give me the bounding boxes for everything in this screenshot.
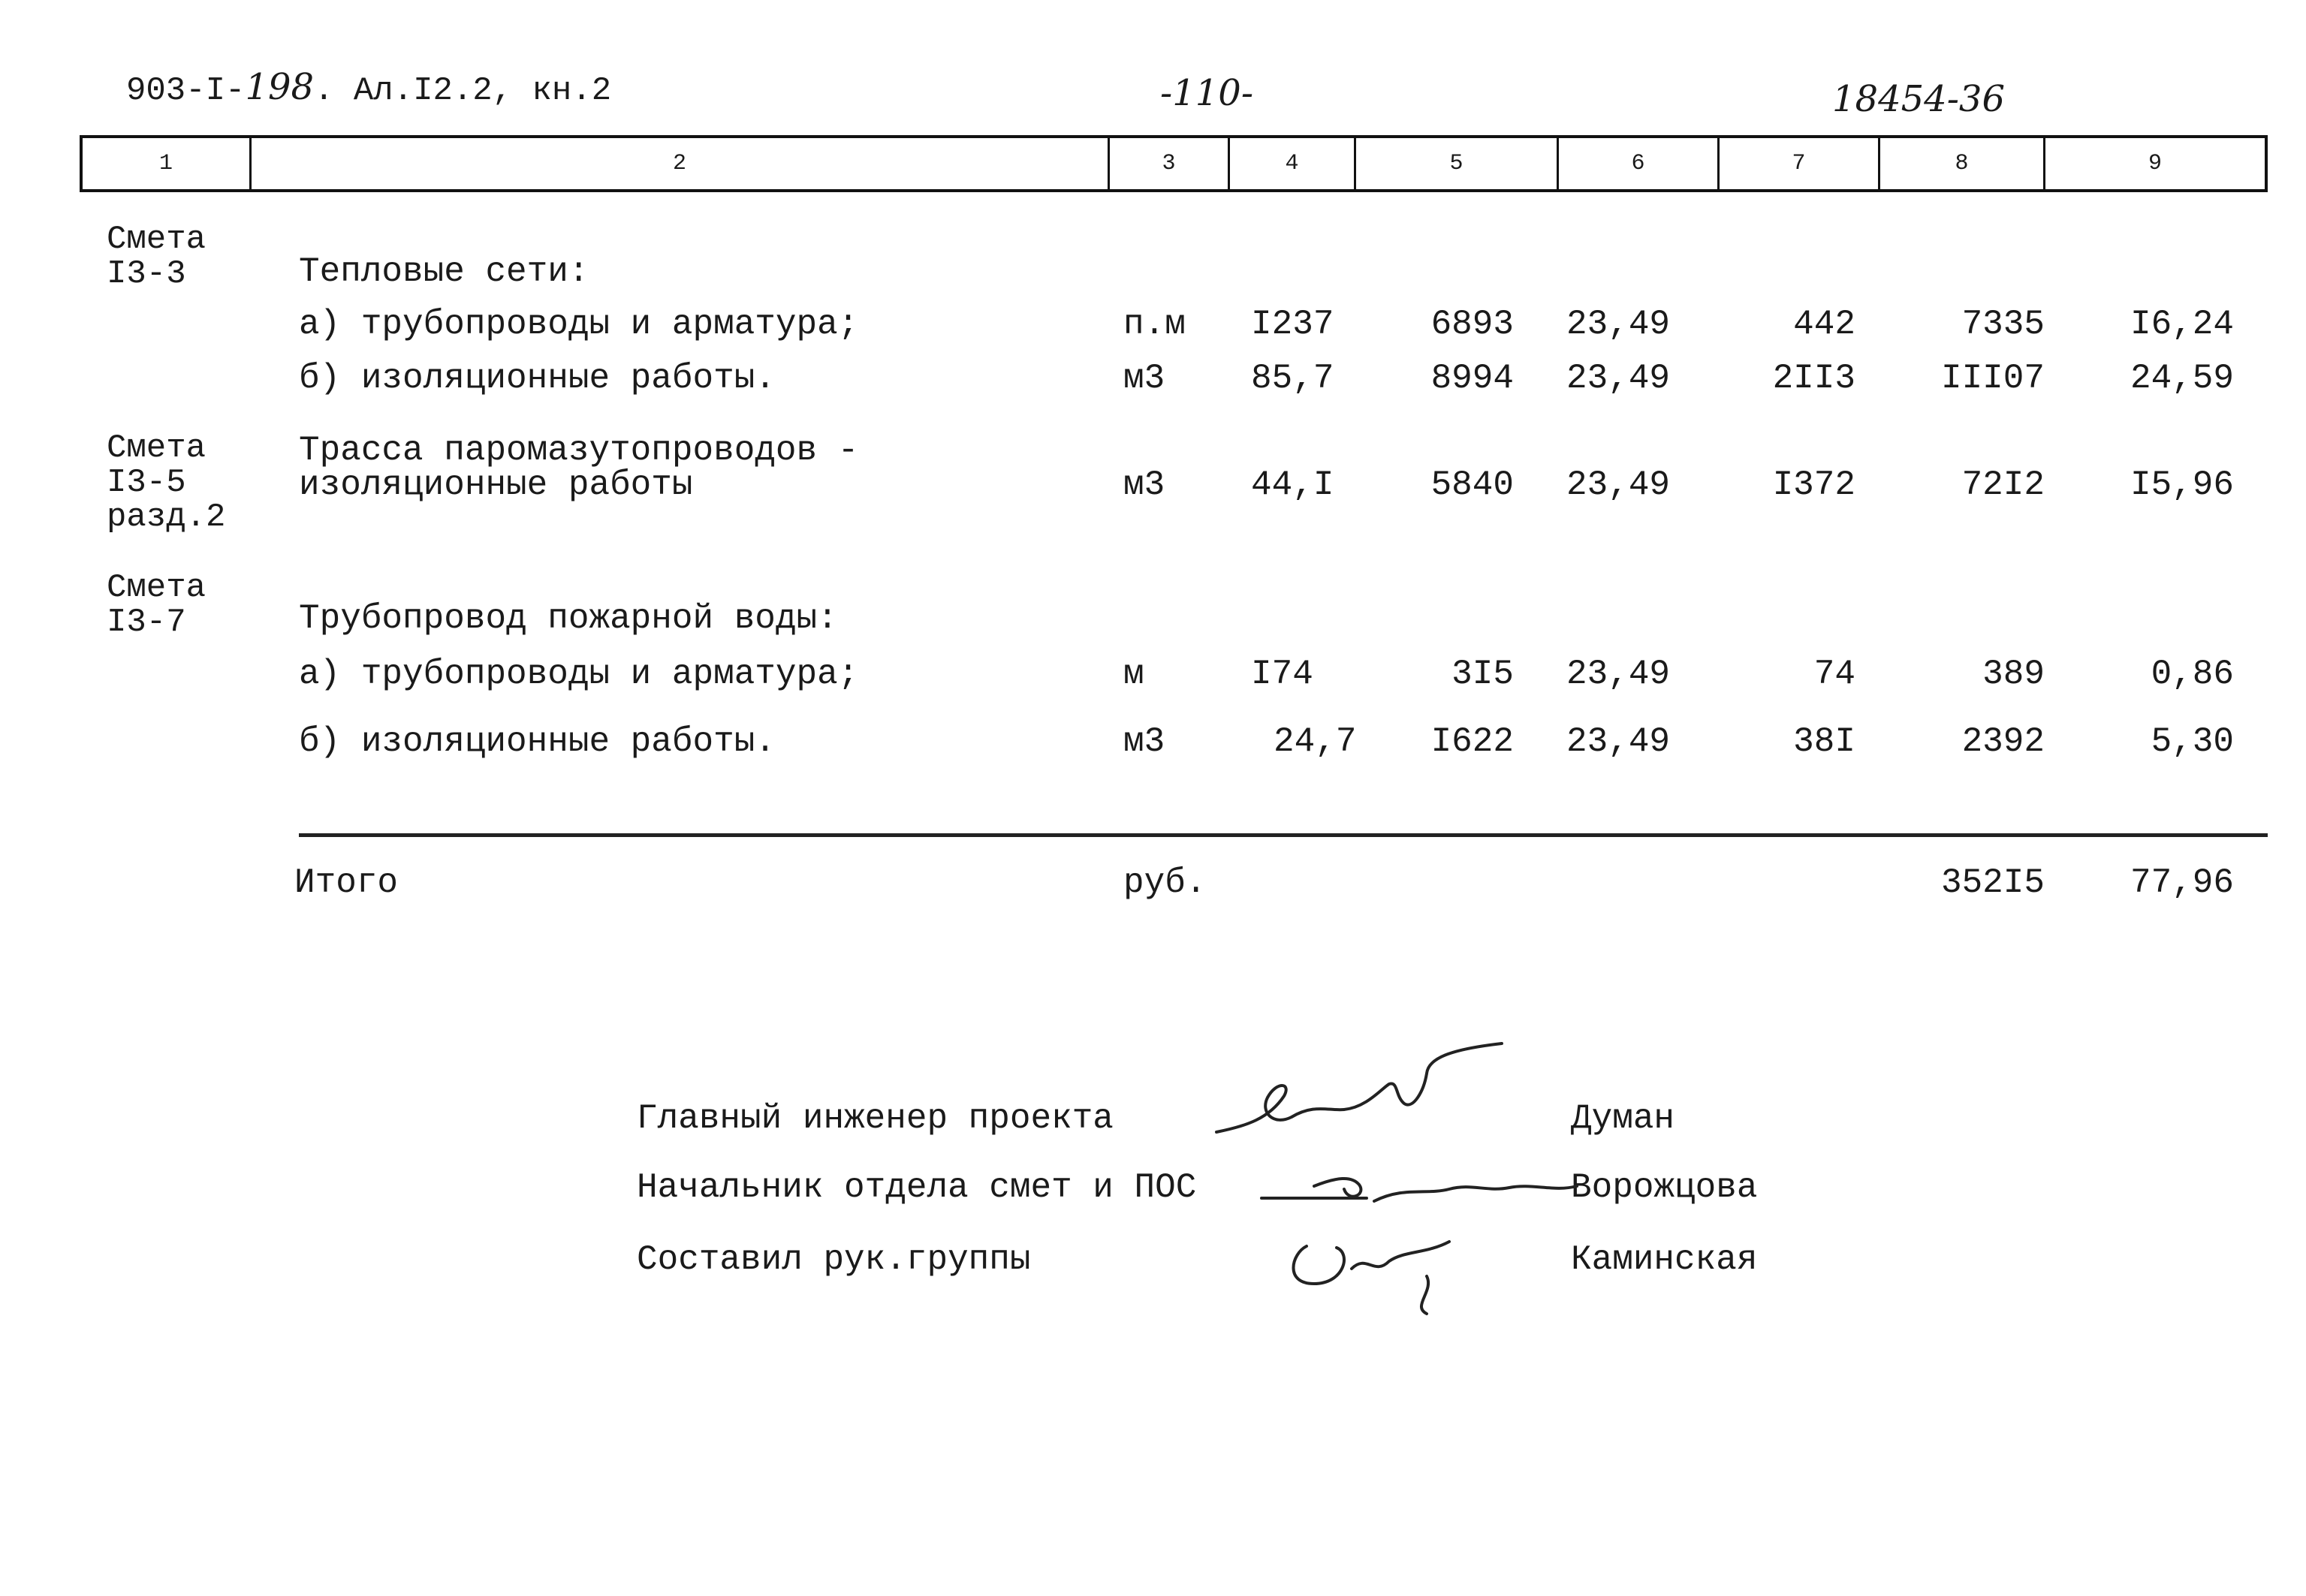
- total-label: Итого: [294, 863, 399, 902]
- signature-role-3: Составил рук.группы: [637, 1240, 1031, 1279]
- page-number: -110-: [1160, 72, 1254, 114]
- col-header-4: 4: [1230, 138, 1356, 189]
- col-header-1: 1: [83, 138, 252, 189]
- col-header-5: 5: [1356, 138, 1559, 189]
- total-sum: 352I5: [1940, 863, 2045, 902]
- document-code: [126, 66, 611, 110]
- estimate-ref-2: Смета I3-5 разд.2: [107, 429, 226, 536]
- column-numbers-row: [80, 135, 2268, 192]
- signature-name-2: Ворожцова: [1571, 1168, 1758, 1207]
- album-text: . Ал.I2.2, кн.2: [314, 72, 612, 110]
- col-header-3: 3: [1110, 138, 1230, 189]
- col-header-8: 8: [1880, 138, 2045, 189]
- group-title-heating: Тепловые сети:: [299, 252, 589, 291]
- doc-code-text: 903-I-: [126, 72, 246, 110]
- total-unit: руб.: [1123, 863, 1207, 902]
- signature-name-3: Каминская: [1571, 1240, 1758, 1279]
- col-header-2: 2: [252, 138, 1110, 189]
- col-header-7: 7: [1720, 138, 1880, 189]
- total-divider: [299, 833, 2268, 837]
- estimate-ref-3: Смета I3-7: [107, 569, 206, 641]
- signature-role-1: Главный инженер проекта: [637, 1099, 1114, 1138]
- handwritten-signatures: [1201, 1028, 1622, 1329]
- col-header-9: 9: [2148, 151, 2162, 176]
- doc-code-handwritten: 198: [245, 66, 315, 108]
- signature-name-1: Думан: [1571, 1099, 1675, 1138]
- inventory-number: 18454-36: [1832, 78, 2005, 120]
- estimate-ref-1: Смета I3-3: [107, 221, 206, 293]
- group-title-fire-water: Трубопровод пожарной воды:: [299, 599, 838, 638]
- signature-role-2: Начальник отдела смет и ПОС: [637, 1168, 1197, 1207]
- group-title-fuel-oil-route: Трасса паромазутопроводов -: [299, 431, 859, 470]
- col-header-6: 6: [1559, 138, 1720, 189]
- total-percent: 77,96: [2130, 863, 2234, 902]
